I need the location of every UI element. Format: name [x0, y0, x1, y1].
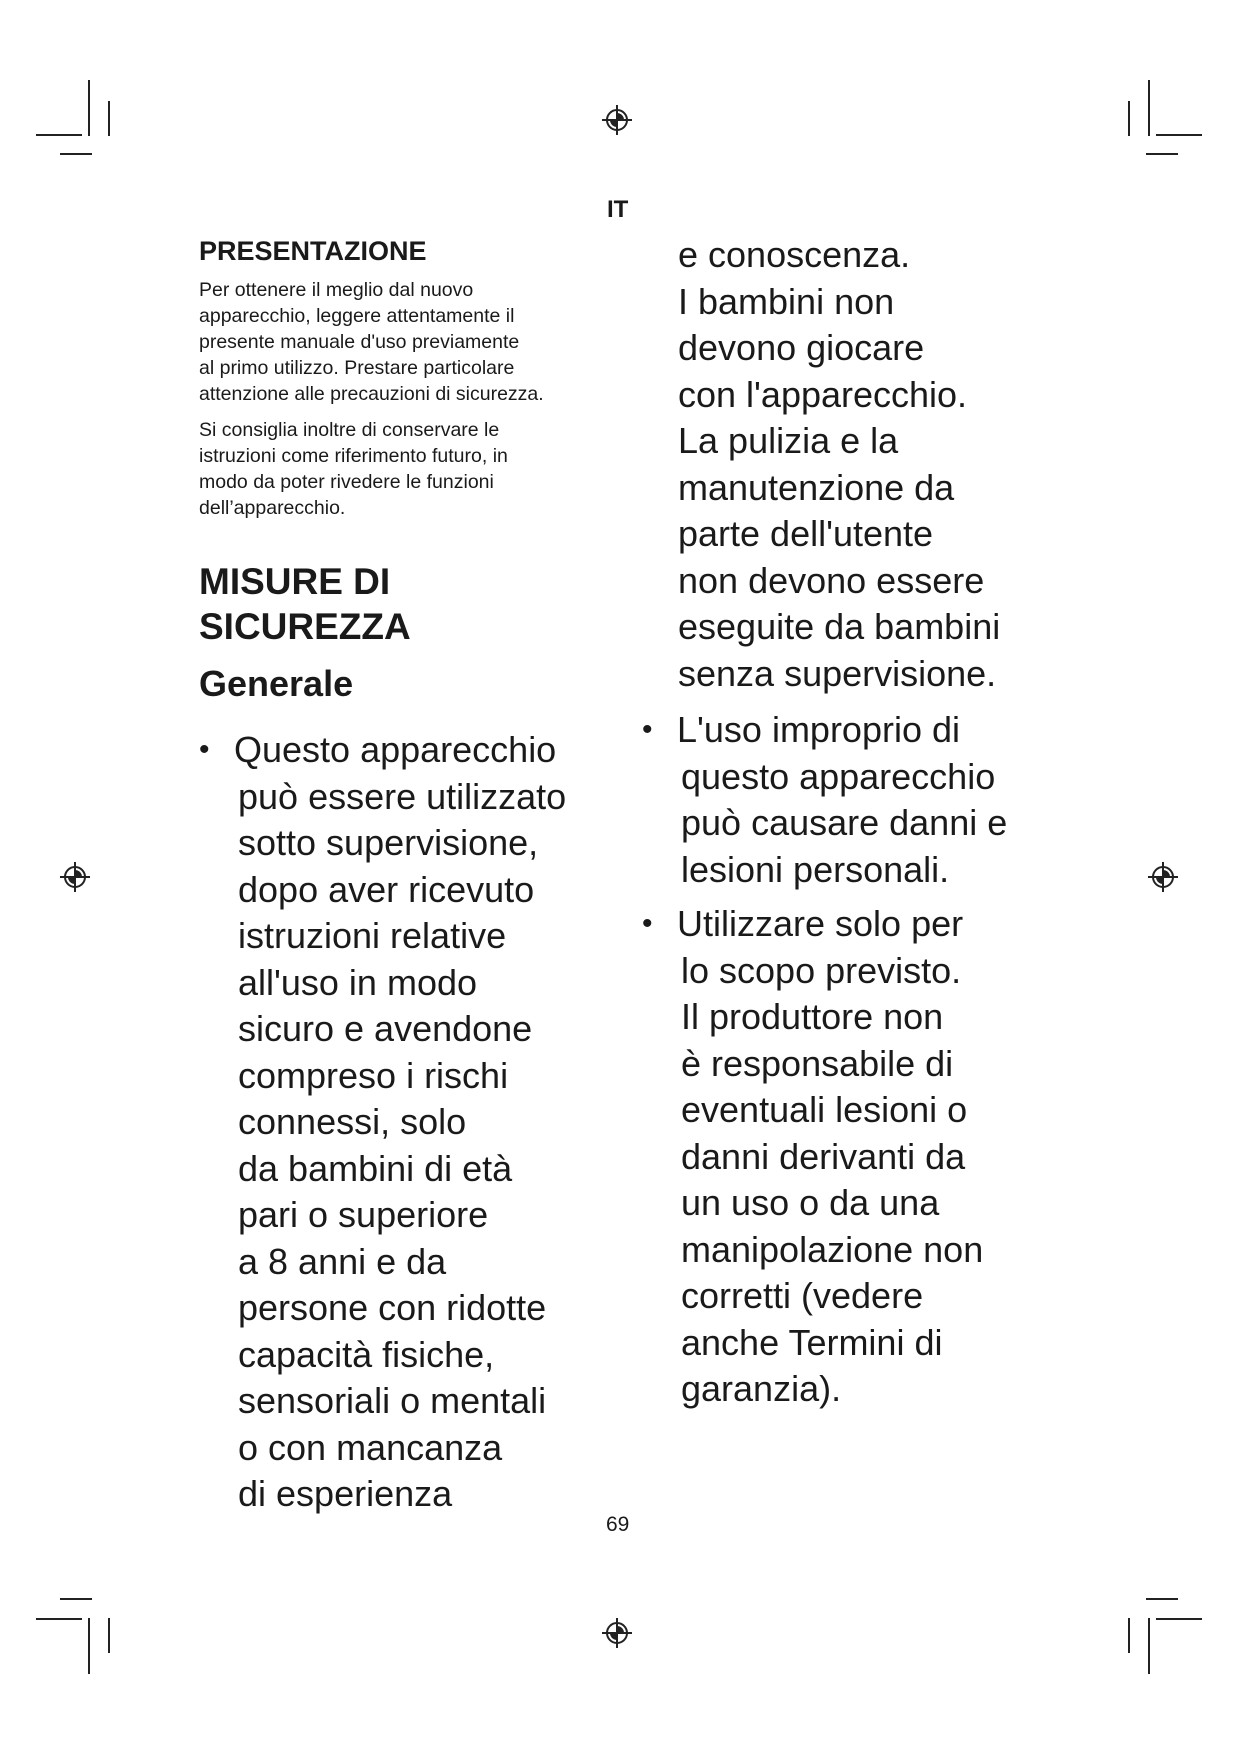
text-line: connessi, solo: [238, 1101, 467, 1142]
text-line: manutenzione da: [678, 466, 955, 508]
text-line: attenzione alle precauzioni di sicurezza.: [199, 383, 544, 405]
text-line: è responsabile di: [681, 1042, 954, 1084]
registration-mark-icon: [60, 862, 90, 892]
text-line: a 8 anni e da: [238, 1240, 447, 1282]
text-line: anche Termini di: [681, 1321, 943, 1363]
bullet-icon: •: [642, 713, 653, 746]
registration-mark-icon: [602, 1618, 632, 1648]
text-line: lesioni personali.: [681, 848, 950, 890]
text-line: e conoscenza.: [678, 234, 911, 275]
text-line: lo scopo previsto.: [681, 949, 962, 991]
storage-paragraph: [199, 417, 619, 521]
text-line: senza supervisione.: [678, 652, 997, 694]
text-line: capacità fisiche,: [238, 1333, 495, 1375]
text-line: può essere utilizzato: [238, 775, 567, 817]
text-line: sotto supervisione,: [238, 822, 539, 863]
text-line: un uso o da una: [681, 1182, 940, 1223]
subsection-title-generale: Generale: [199, 663, 354, 704]
text-line: istruzioni come riferimento futuro, in: [199, 445, 508, 467]
text-line: può causare danni e: [681, 802, 1008, 843]
language-code: IT: [607, 196, 629, 223]
page-number: 69: [606, 1513, 630, 1536]
text-line: all'uso in modo: [238, 961, 478, 1003]
text-line: I bambini non: [678, 280, 895, 322]
intro-paragraph: [199, 277, 619, 407]
text-line: con l'apparecchio.: [678, 373, 968, 415]
bullet-continuation: [678, 232, 1062, 697]
registration-mark-icon: [602, 105, 632, 135]
bullet-icon: •: [642, 907, 653, 940]
text-line: al primo utilizzo. Prestare particolare: [199, 357, 515, 379]
text-line: Il produttore non: [681, 996, 944, 1037]
text-line: sicuro e avendone: [238, 1008, 533, 1049]
text-line: compreso i rischi: [238, 1054, 509, 1096]
text-line: Questo apparecchio: [234, 729, 557, 770]
text-line: dopo aver ricevuto: [238, 868, 535, 910]
bullet-item: [642, 901, 1062, 1413]
text-line: parte dell'utente: [678, 513, 934, 554]
text-line: persone con ridotte: [238, 1287, 547, 1328]
text-line: o con mancanza: [238, 1426, 503, 1468]
text-line: eventuali lesioni o: [681, 1089, 968, 1130]
text-line: dell’apparecchio.: [199, 497, 346, 519]
section-title-presentazione: PRESENTAZIONE: [199, 236, 427, 266]
text-line: manipolazione non: [681, 1228, 984, 1270]
text-line: danni derivanti da: [681, 1135, 966, 1177]
text-line: istruzioni relative: [238, 915, 507, 956]
text-line: devono giocare: [678, 327, 925, 368]
text-line: da bambini di età: [238, 1147, 513, 1189]
text-line: La pulizia e la: [678, 420, 899, 461]
registration-mark-icon: [1148, 862, 1178, 892]
text-line: questo apparecchio: [681, 755, 996, 797]
title-line: MISURE DI: [199, 561, 391, 602]
text-line: Utilizzare solo per: [677, 903, 964, 944]
text-line: Per ottenere il meglio dal nuovo: [199, 279, 474, 301]
text-line: di esperienza: [238, 1473, 453, 1514]
bullet-item: [199, 727, 619, 1518]
text-line: Si consiglia inoltre di conservare le: [199, 419, 500, 441]
text-line: modo da poter rivedere le funzioni: [199, 471, 494, 493]
text-line: apparecchio, leggere attentamente il: [199, 305, 515, 327]
bullet-item: [642, 707, 1062, 893]
text-line: pari o superiore: [238, 1194, 489, 1235]
title-line: SICUREZZA: [199, 606, 411, 647]
text-line: non devono essere: [678, 559, 985, 601]
text-line: garanzia).: [681, 1368, 842, 1409]
text-line: sensoriali o mentali: [238, 1380, 547, 1421]
text-line: corretti (vedere: [681, 1275, 924, 1316]
text-line: L'uso improprio di: [677, 709, 961, 750]
bullet-icon: •: [199, 733, 210, 766]
left-column: [199, 232, 619, 1518]
right-column: [642, 232, 1062, 1421]
text-line: presente manuale d'uso previamente: [199, 331, 520, 353]
section-title-misure: [199, 559, 619, 649]
text-line: eseguite da bambini: [678, 606, 1001, 647]
